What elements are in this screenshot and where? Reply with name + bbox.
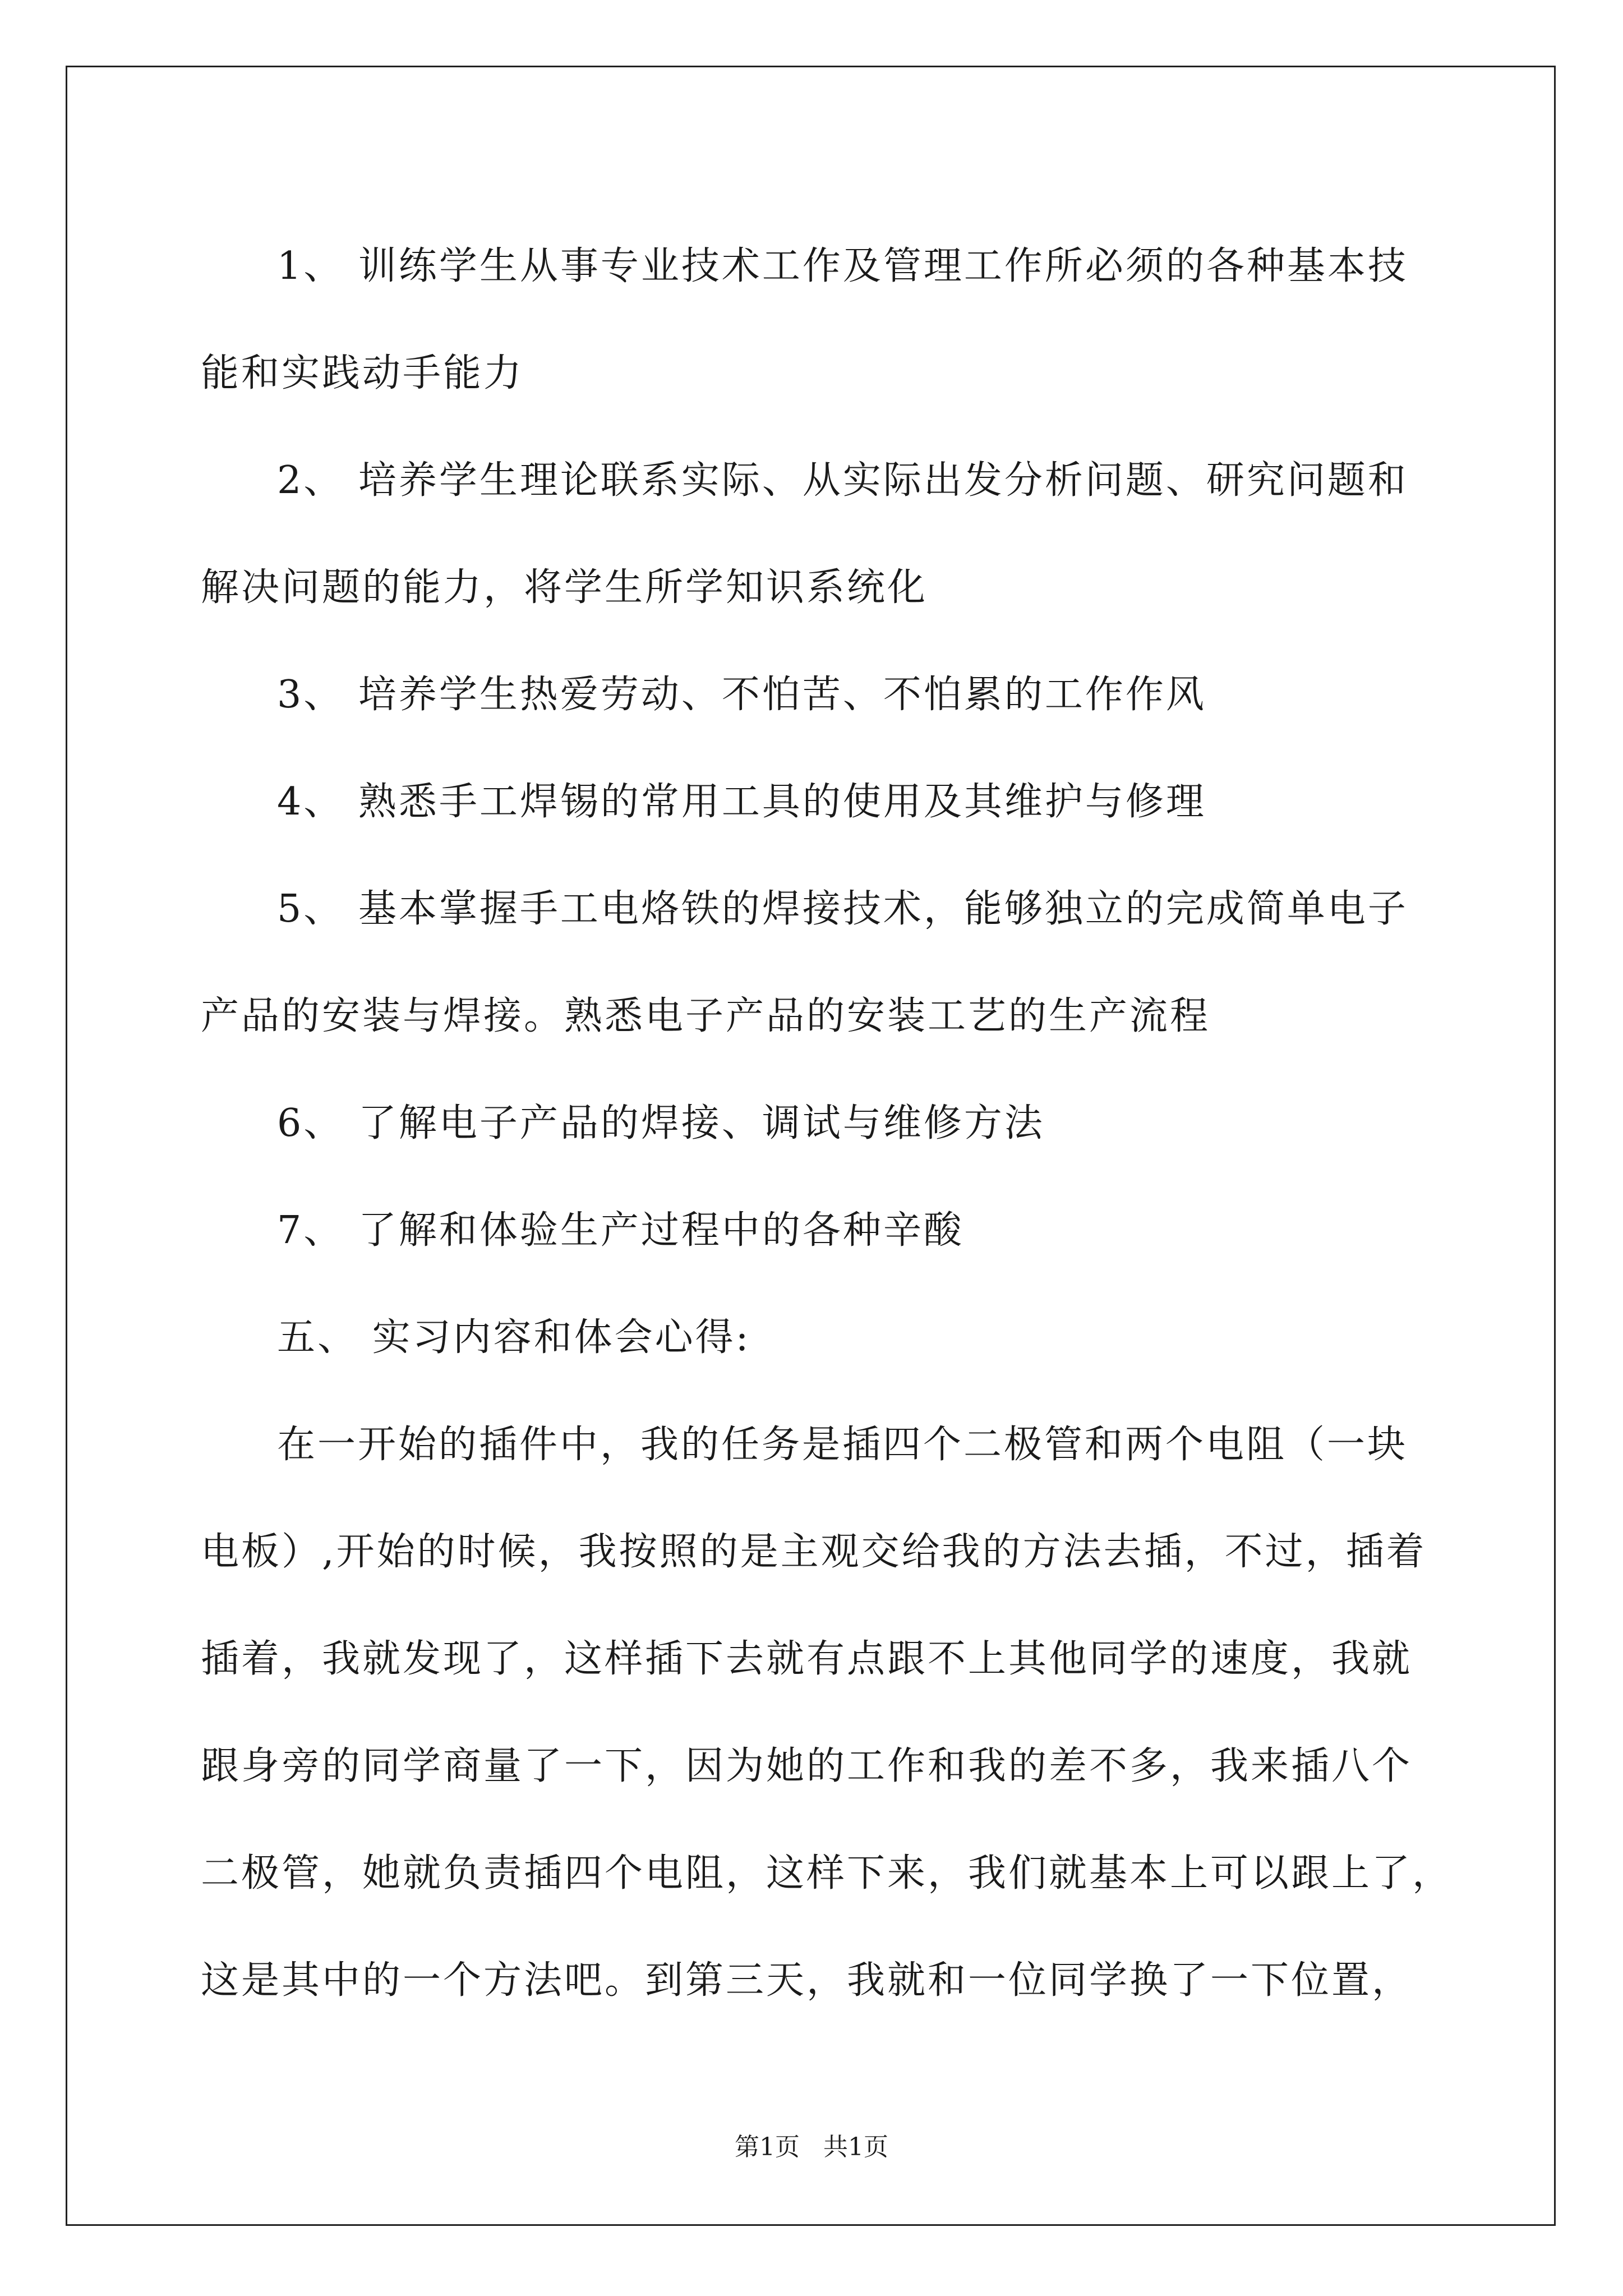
text-line: 7、 了解和体验生产过程中的各种辛酸 xyxy=(277,1208,964,1253)
text-line: 这是其中的一个方法吧。到第三天，我就和一位同学换了一下位置， xyxy=(201,1958,1413,2003)
text-line: 电板）,开始的时候，我按照的是主观交给我的方法去插，不过，插着 xyxy=(201,1530,1427,1574)
text-line: 3、 培养学生热爱劳动、不怕苦、不怕累的工作作风 xyxy=(277,673,1206,717)
document-body xyxy=(201,213,1453,2034)
text-line: 2、 培养学生理论联系实际、从实际出发分析问题、研究问题和 xyxy=(277,458,1408,503)
text-line: 6、 了解电子产品的焊接、调试与维修方法 xyxy=(277,1101,1045,1145)
text-line: 解决问题的能力，将学生所学知识系统化 xyxy=(201,565,928,610)
text-line: 产品的安装与焊接。熟悉电子产品的安装工艺的生产流程 xyxy=(201,994,1211,1038)
text-line: 插着，我就发现了，这样插下去就有点跟不上其他同学的速度，我就 xyxy=(201,1637,1413,1681)
text-line: 4、 熟悉手工焊锡的常用工具的使用及其维护与修理 xyxy=(277,780,1206,824)
text-line: 1、 训练学生从事专业技术工作及管理工作所必须的各种基本技 xyxy=(277,244,1408,288)
page-footer: 第1页 共1页 xyxy=(735,2133,888,2161)
text-line: 跟身旁的同学商量了一下，因为她的工作和我的差不多，我来插八个 xyxy=(201,1744,1413,1788)
text-line: 在一开始的插件中，我的任务是插四个二极管和两个电阻（一块 xyxy=(277,1423,1408,1467)
text-line: 能和实践动手能力 xyxy=(201,351,524,395)
section-heading: 五、 实习内容和体会心得: xyxy=(277,1315,751,1360)
text-line: 5、 基本掌握手工电烙铁的焊接技术，能够独立的完成简单电子 xyxy=(277,887,1408,931)
text-line: 二极管，她就负责插四个电阻，这样下来，我们就基本上可以跟上了， xyxy=(201,1851,1453,1895)
